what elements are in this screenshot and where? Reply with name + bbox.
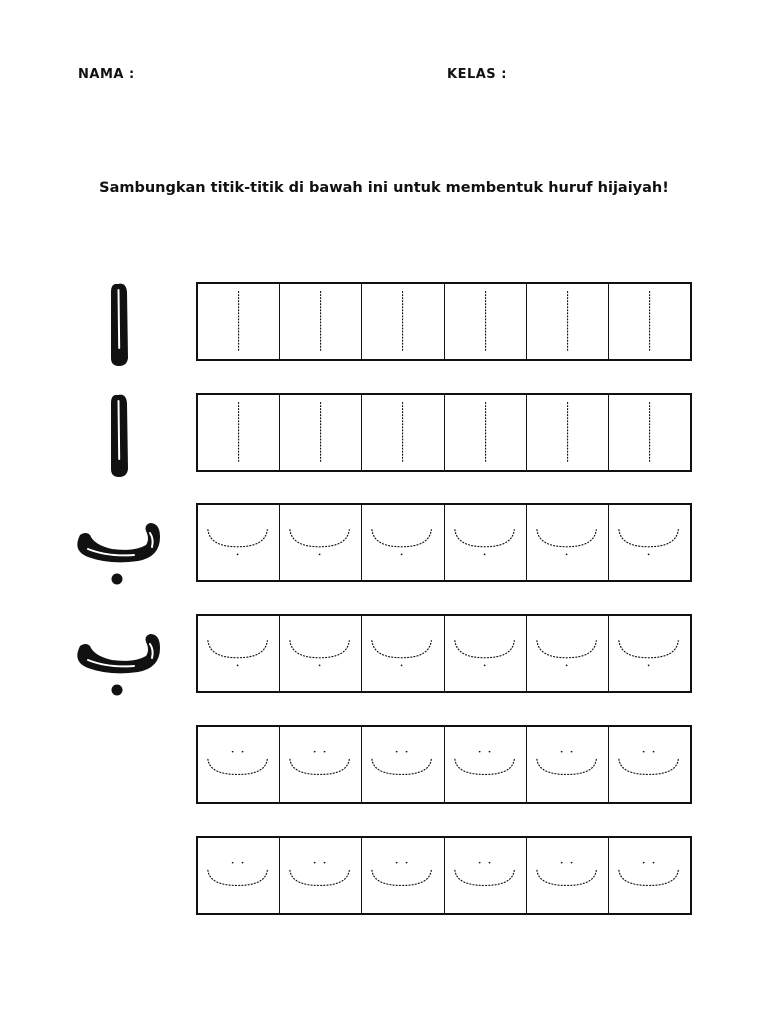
instruction-text: Sambungkan titik-titik di bawah ini untuk membentuk huruf hijaiyah! xyxy=(99,180,669,196)
kelas-label: KELAS : xyxy=(447,67,507,82)
tracing-cell-ta[interactable] xyxy=(526,838,608,913)
tracing-row xyxy=(0,282,768,362)
tracing-cell-ta[interactable] xyxy=(608,838,690,913)
alif-icon xyxy=(64,278,174,368)
tracing-cell-ba[interactable] xyxy=(198,505,279,580)
tracing-cell-alif[interactable] xyxy=(279,284,361,359)
tracing-row xyxy=(0,503,768,583)
tracing-cell-alif[interactable] xyxy=(526,395,608,470)
nama-label: NAMA : xyxy=(78,67,135,82)
ba-icon xyxy=(64,499,174,589)
tracing-cells xyxy=(196,282,692,361)
tracing-cells xyxy=(196,725,692,804)
tracing-cell-ta[interactable] xyxy=(198,838,279,913)
tracing-cell-ba[interactable] xyxy=(198,616,279,691)
tracing-cell-ba[interactable] xyxy=(526,505,608,580)
tracing-cell-alif[interactable] xyxy=(198,284,279,359)
tracing-cell-ba[interactable] xyxy=(526,616,608,691)
tracing-cell-ta[interactable] xyxy=(279,727,361,802)
tracing-cell-alif[interactable] xyxy=(361,284,443,359)
tracing-cell-ba[interactable] xyxy=(361,616,443,691)
tracing-cell-alif[interactable] xyxy=(279,395,361,470)
tracing-cell-ta[interactable] xyxy=(198,727,279,802)
tracing-cell-ba[interactable] xyxy=(361,505,443,580)
tracing-cell-ta[interactable] xyxy=(279,838,361,913)
tracing-cell-alif[interactable] xyxy=(444,395,526,470)
tracing-cells xyxy=(196,836,692,915)
tracing-row xyxy=(0,725,768,805)
tracing-cell-alif[interactable] xyxy=(608,284,690,359)
tracing-cell-ta[interactable] xyxy=(444,727,526,802)
tracing-row xyxy=(0,393,768,473)
tracing-cell-ta[interactable] xyxy=(526,727,608,802)
tracing-cell-alif[interactable] xyxy=(198,395,279,470)
tracing-cell-ta[interactable] xyxy=(361,838,443,913)
tracing-cell-alif[interactable] xyxy=(526,284,608,359)
tracing-cell-ba[interactable] xyxy=(444,616,526,691)
tracing-cell-ta[interactable] xyxy=(444,838,526,913)
tracing-cell-ba[interactable] xyxy=(608,505,690,580)
tracing-cell-ta[interactable] xyxy=(608,727,690,802)
tracing-cell-ba[interactable] xyxy=(444,505,526,580)
tracing-row xyxy=(0,836,768,916)
tracing-cell-ba[interactable] xyxy=(608,616,690,691)
tracing-cell-alif[interactable] xyxy=(361,395,443,470)
tracing-cell-ba[interactable] xyxy=(279,616,361,691)
tracing-cell-alif[interactable] xyxy=(608,395,690,470)
tracing-cell-ta[interactable] xyxy=(361,727,443,802)
tracing-row xyxy=(0,614,768,694)
tracing-cells xyxy=(196,614,692,693)
tracing-cells xyxy=(196,503,692,582)
tracing-cells xyxy=(196,393,692,472)
tracing-cell-ba[interactable] xyxy=(279,505,361,580)
alif-icon xyxy=(64,389,174,479)
ba-icon xyxy=(64,610,174,700)
tracing-cell-alif[interactable] xyxy=(444,284,526,359)
